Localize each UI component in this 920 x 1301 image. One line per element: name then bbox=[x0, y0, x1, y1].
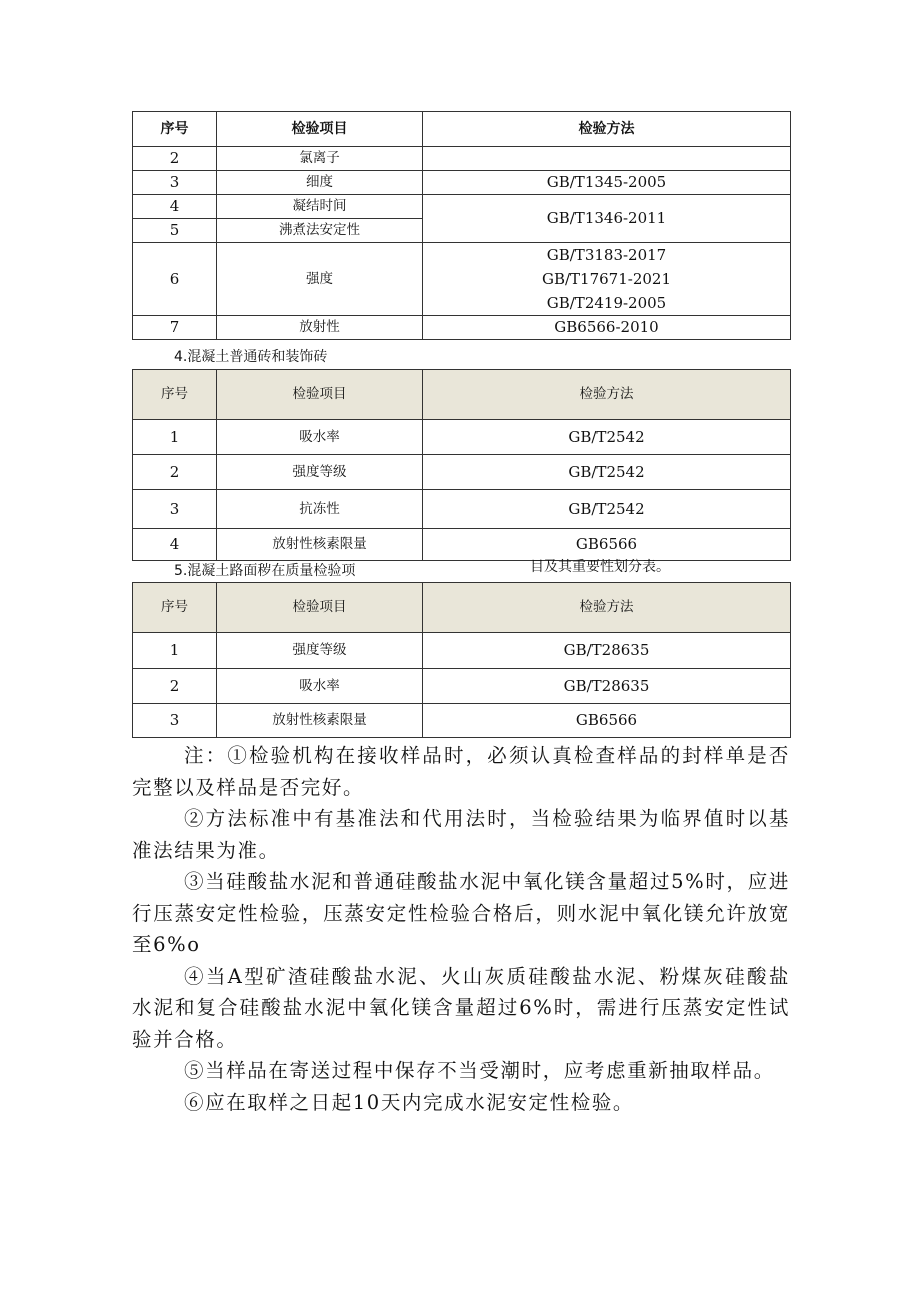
notes-section bbox=[132, 740, 790, 1118]
row-item: 氯离子 bbox=[217, 147, 423, 171]
row-method: GB/T28635 bbox=[423, 669, 791, 704]
table3-caption-right: 目及其重要性划分表。 bbox=[530, 559, 670, 575]
table-row bbox=[133, 490, 791, 529]
row-method: GB/T1346-2011 bbox=[423, 195, 791, 243]
row-no: 2 bbox=[133, 455, 217, 490]
row-method: GB6566 bbox=[423, 529, 791, 561]
row-item: 抗冻性 bbox=[217, 490, 423, 529]
note-3: ③当硅酸盐水泥和普通硅酸盐水泥中氧化镁含量超过5%时，应进行压蒸安定性检验，压蒸安定性检验合格后，则水泥中氧化镁允许放宽至6%o bbox=[132, 870, 790, 956]
row-method: GB/T2542 bbox=[423, 490, 791, 529]
row-method: GB/T28635 bbox=[423, 633, 791, 669]
header-method: 检验方法 bbox=[423, 583, 791, 633]
header-item: 检验项目 bbox=[217, 112, 423, 147]
note-6: ⑥应在取样之日起10天内完成水泥安定性检验。 bbox=[184, 1090, 635, 1114]
row-item: 强度 bbox=[217, 243, 423, 316]
row-item: 放射性 bbox=[217, 316, 423, 340]
table3-caption-left: 5.混凝土路面秽在质量检验项 bbox=[174, 563, 356, 579]
row-no: 1 bbox=[133, 633, 217, 669]
row-no: 3 bbox=[133, 704, 217, 738]
table-header-row bbox=[133, 583, 791, 633]
row-item: 细度 bbox=[217, 171, 423, 195]
row-item: 吸水率 bbox=[217, 669, 423, 704]
row-item: 凝结时间 bbox=[217, 195, 423, 219]
table-row bbox=[133, 633, 791, 669]
row-item: 放射性核素限量 bbox=[217, 529, 423, 561]
table-row bbox=[133, 669, 791, 704]
header-item: 检验项目 bbox=[217, 370, 423, 420]
row-item: 吸水率 bbox=[217, 420, 423, 455]
row-methods bbox=[423, 243, 791, 316]
row-method: GB6566 bbox=[423, 704, 791, 738]
row-item: 沸煮法安定性 bbox=[217, 219, 423, 243]
row-no: 2 bbox=[133, 147, 217, 171]
table-row bbox=[133, 316, 791, 340]
brick-test-table bbox=[132, 369, 791, 561]
row-item: 强度等级 bbox=[217, 633, 423, 669]
header-no: 序号 bbox=[133, 112, 217, 147]
pavement-brick-test-table bbox=[132, 582, 791, 738]
table-row bbox=[133, 147, 791, 171]
header-method: 检验方法 bbox=[423, 370, 791, 420]
row-no: 5 bbox=[133, 219, 217, 243]
header-no: 序号 bbox=[133, 583, 217, 633]
row-method: GB/T1345-2005 bbox=[423, 171, 791, 195]
table2-caption: 4.混凝土普通砖和装饰砖 bbox=[174, 349, 328, 365]
table-header-row bbox=[133, 112, 791, 147]
row-no: 4 bbox=[133, 529, 217, 561]
header-item: 检验项目 bbox=[217, 583, 423, 633]
table-header-row bbox=[133, 370, 791, 420]
row-method: GB6566-2010 bbox=[423, 316, 791, 340]
row-no: 3 bbox=[133, 171, 217, 195]
header-no: 序号 bbox=[133, 370, 217, 420]
row-method bbox=[423, 147, 791, 171]
method-line: GB/T17671-2021 bbox=[541, 270, 672, 288]
table-row bbox=[133, 455, 791, 490]
note-1: 注：①检验机构在接收样品时，必须认真检查样品的封样单是否完整以及样品是否完好。 bbox=[132, 744, 790, 799]
row-method: GB/T2542 bbox=[423, 455, 791, 490]
method-line: GB/T2419-2005 bbox=[546, 294, 667, 312]
header-method: 检验方法 bbox=[423, 112, 791, 147]
table-row bbox=[133, 420, 791, 455]
row-no: 6 bbox=[133, 243, 217, 316]
method-line: GB/T3183-2017 bbox=[546, 246, 667, 264]
table-row bbox=[133, 195, 791, 219]
table-row bbox=[133, 529, 791, 561]
row-no: 7 bbox=[133, 316, 217, 340]
table-row bbox=[133, 704, 791, 738]
table-row bbox=[133, 171, 791, 195]
row-item: 强度等级 bbox=[217, 455, 423, 490]
row-method: GB/T2542 bbox=[423, 420, 791, 455]
cement-test-table bbox=[132, 111, 791, 340]
row-no: 2 bbox=[133, 669, 217, 704]
row-no: 4 bbox=[133, 195, 217, 219]
note-5: ⑤当样品在寄送过程中保存不当受潮时，应考虑重新抽取样品。 bbox=[184, 1059, 775, 1082]
table-row bbox=[133, 243, 791, 316]
row-item: 放射性核素限量 bbox=[217, 704, 423, 738]
note-2: ②方法标准中有基准法和代用法时，当检验结果为临界值时以基准法结果为准。 bbox=[132, 807, 790, 862]
note-4: ④当A型矿渣硅酸盐水泥、火山灰质硅酸盐水泥、粉煤灰硅酸盐水泥和复合硅酸盐水泥中氧化镁含量超过6%时，需进行压蒸安定性试验并合格。 bbox=[132, 964, 790, 1051]
row-no: 1 bbox=[133, 420, 217, 455]
row-no: 3 bbox=[133, 490, 217, 529]
